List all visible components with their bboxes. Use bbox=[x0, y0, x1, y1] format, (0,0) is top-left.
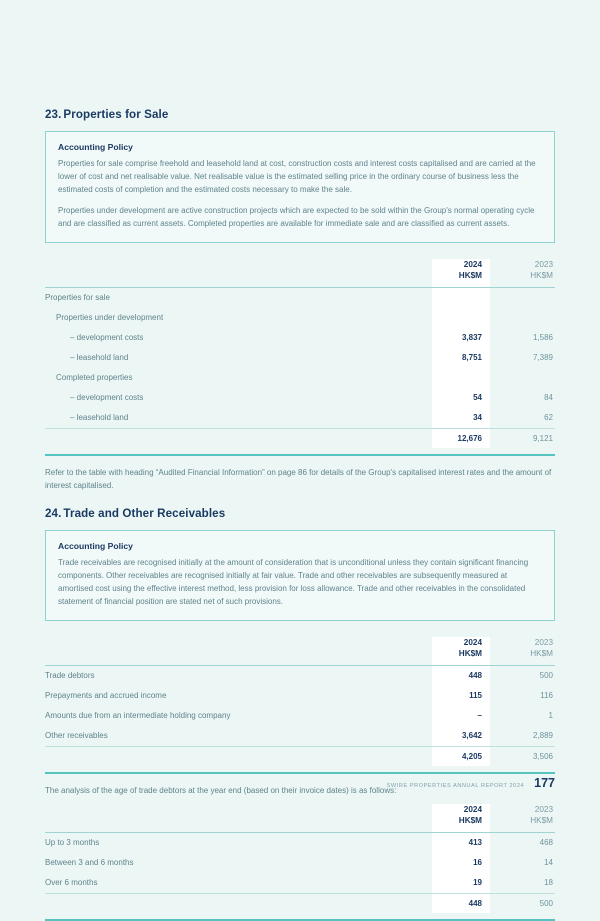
row-value-2023: 84 bbox=[544, 392, 553, 402]
column-header-year-2023 bbox=[490, 259, 555, 285]
row-label: Over 6 months bbox=[45, 877, 98, 887]
accounting-policy-paragraph: Properties under development are active construction projects which are expected to be sold within the Group's normal operating cycle and are classified as current assets. Completed properties are available for immediate sale and are classified as current assets. bbox=[58, 205, 535, 228]
table-row bbox=[45, 408, 555, 429]
table-row bbox=[45, 368, 555, 388]
column-header-label bbox=[45, 637, 432, 663]
row-value-2023: 18 bbox=[544, 877, 553, 887]
table-header-row bbox=[45, 804, 555, 830]
total-value-2023: 500 bbox=[490, 893, 555, 913]
row-value-2024: 34 bbox=[473, 412, 482, 422]
column-header-year-2024 bbox=[432, 259, 490, 285]
row-value-2024 bbox=[432, 368, 490, 388]
row-value-2023: 1 bbox=[548, 710, 553, 720]
column-header-year-2023 bbox=[490, 637, 555, 663]
total-label bbox=[45, 428, 432, 448]
row-value-2024: – bbox=[477, 710, 482, 720]
table-row bbox=[45, 348, 555, 368]
table-properties-for-sale bbox=[45, 259, 555, 448]
table-ageing-of-trade-debtors bbox=[45, 804, 555, 913]
row-value-2024: 3,837 bbox=[461, 332, 482, 342]
row-value-2024: 448 bbox=[468, 670, 482, 680]
row-label: Amounts due from an intermediate holding company bbox=[45, 710, 231, 720]
table-row bbox=[45, 388, 555, 408]
intro-ageing-analysis: The analysis of the age of trade debtors at the year end (based on their invoice dates) is as follows: bbox=[45, 785, 397, 795]
row-value-2023: 468 bbox=[539, 837, 553, 847]
table-bottom-rule bbox=[45, 454, 555, 456]
table-trade-and-other-receivables bbox=[45, 637, 555, 766]
row-label: Prepayments and accrued income bbox=[45, 690, 167, 700]
row-value-2024 bbox=[432, 308, 490, 328]
table-total-row bbox=[45, 893, 555, 913]
row-value-2024: 16 bbox=[473, 857, 482, 867]
footer-page-number: 177 bbox=[534, 776, 555, 790]
row-label: Properties for sale bbox=[45, 292, 110, 302]
year-2024-unit: HK$M bbox=[458, 271, 482, 281]
section-title: Trade and Other Receivables bbox=[63, 506, 226, 520]
page-footer bbox=[45, 776, 555, 790]
row-label: Completed properties bbox=[56, 372, 133, 382]
row-label: Trade debtors bbox=[45, 670, 95, 680]
year-2023-unit: HK$M bbox=[530, 648, 553, 658]
year-2024-label: 2024 bbox=[463, 259, 482, 269]
row-value-2024: 54 bbox=[473, 392, 482, 402]
row-value-2024: 8,751 bbox=[461, 352, 482, 362]
row-value-2023: 14 bbox=[544, 857, 553, 867]
year-2023-label: 2023 bbox=[534, 637, 553, 647]
table-row bbox=[45, 873, 555, 894]
row-label: Up to 3 months bbox=[45, 837, 100, 847]
column-header-year-2023 bbox=[490, 804, 555, 830]
table-row bbox=[45, 832, 555, 853]
row-value-2023: 1,586 bbox=[532, 332, 553, 342]
total-value-2023: 3,506 bbox=[490, 746, 555, 766]
section-number: 23. bbox=[45, 108, 62, 121]
table-total-row bbox=[45, 746, 555, 766]
row-value-2023 bbox=[490, 308, 555, 328]
row-value-2024: 3,642 bbox=[461, 730, 482, 740]
row-label: – development costs bbox=[70, 392, 144, 402]
row-value-2023: 62 bbox=[544, 412, 553, 422]
table-row bbox=[45, 853, 555, 873]
table-header-row bbox=[45, 259, 555, 285]
table-row bbox=[45, 726, 555, 747]
year-2023-unit: HK$M bbox=[530, 816, 553, 825]
column-header-label bbox=[45, 259, 432, 285]
section-title: Properties for Sale bbox=[63, 108, 169, 121]
table-row bbox=[45, 308, 555, 328]
row-value-2024: 413 bbox=[468, 837, 482, 847]
table-row bbox=[45, 328, 555, 348]
row-value-2023: 7,389 bbox=[532, 352, 553, 362]
total-value-2023: 9,121 bbox=[490, 428, 555, 448]
section-heading-24 bbox=[45, 507, 555, 520]
table-row bbox=[45, 686, 555, 706]
section-heading-23 bbox=[45, 108, 555, 121]
row-label: – leasehold land bbox=[70, 352, 129, 362]
total-value-2024: 12,676 bbox=[432, 428, 490, 448]
total-value-2024: 4,205 bbox=[432, 746, 490, 766]
table-row bbox=[45, 287, 555, 308]
row-label: Other receivables bbox=[45, 730, 108, 740]
row-value-2023: 2,889 bbox=[532, 730, 553, 740]
accounting-policy-paragraph: Properties for sale comprise freehold and leasehold land at cost, construction costs and interest costs capitalised and are carried at the lower of cost and net realisable value. Net realisable value is the estimated selling price in the ordinary course of business less the estimated costs of completion and the estimated costs necessary to make the sale. bbox=[58, 159, 536, 194]
accounting-policy-box-24 bbox=[45, 530, 555, 621]
year-2024-label: 2024 bbox=[463, 637, 482, 647]
section-number: 24. bbox=[45, 506, 62, 520]
accounting-policy-box-23 bbox=[45, 131, 555, 243]
row-value-2023 bbox=[490, 368, 555, 388]
row-value-2023: 116 bbox=[540, 690, 553, 700]
total-label bbox=[45, 893, 432, 913]
column-header-year-2024 bbox=[432, 804, 490, 830]
table-total-row bbox=[45, 428, 555, 448]
row-label: Between 3 and 6 months bbox=[45, 857, 134, 867]
row-label: – leasehold land bbox=[70, 412, 129, 422]
table-row bbox=[45, 665, 555, 686]
row-value-2024: 115 bbox=[469, 690, 482, 700]
row-value-2024: 19 bbox=[473, 877, 482, 887]
row-value-2024 bbox=[432, 287, 490, 308]
note-capitalised-interest: Refer to the table with heading “Audited Financial Information” on page 86 for details of the Group's capitalised interest rates and the amount of interest capitalised. bbox=[45, 467, 552, 490]
column-header-label bbox=[45, 804, 432, 830]
year-2023-label: 2023 bbox=[534, 259, 553, 269]
year-2024-unit: HK$M bbox=[458, 648, 482, 658]
table-header-row bbox=[45, 637, 555, 663]
year-2024-label: 2024 bbox=[463, 804, 482, 814]
total-label bbox=[45, 746, 432, 766]
row-value-2023: 500 bbox=[539, 670, 553, 680]
total-value-2024: 448 bbox=[432, 893, 490, 913]
year-2023-unit: HK$M bbox=[530, 271, 553, 281]
column-header-year-2024 bbox=[432, 637, 490, 663]
accounting-policy-title: Accounting Policy bbox=[58, 540, 133, 551]
year-2024-unit: HK$M bbox=[458, 816, 482, 825]
footer-report-title: SWIRE PROPERTIES ANNUAL REPORT 2024 bbox=[386, 783, 525, 789]
row-label: – development costs bbox=[70, 332, 144, 342]
table-row bbox=[45, 706, 555, 726]
accounting-policy-title: Accounting Policy bbox=[58, 142, 133, 152]
table-bottom-rule bbox=[45, 772, 555, 774]
year-2023-label: 2023 bbox=[534, 804, 553, 814]
row-label: Properties under development bbox=[56, 312, 164, 322]
accounting-policy-paragraph: Trade receivables are recognised initially at the amount of consideration that is unconditional unless they contain significant financing components. Other receivables are recognised initially at fair value. Trade and other receivables are subsequently measured at amortised cost using the effective interest method, less provision for loss allowance. Trade and other receivables in the consolidated statement of financial position are stated net of such provisions. bbox=[58, 557, 529, 606]
row-value-2023 bbox=[490, 287, 555, 308]
